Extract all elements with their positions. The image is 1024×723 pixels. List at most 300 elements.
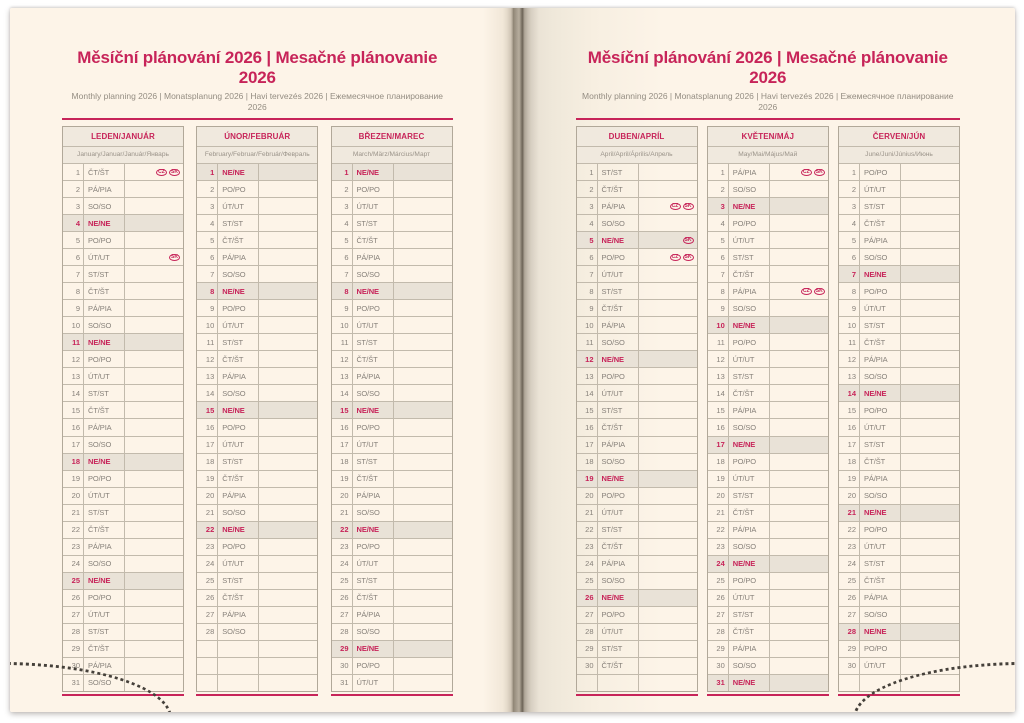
month-box	[331, 126, 453, 692]
day-row	[332, 487, 452, 504]
weekday-label: PO/PO	[84, 232, 125, 248]
date-number: 10	[577, 317, 598, 333]
date-number: 27	[839, 607, 860, 623]
weekday-label: ÚT/UT	[729, 471, 770, 487]
weekday-label: ST/ST	[218, 334, 259, 350]
note-cell	[394, 300, 452, 316]
date-number: 26	[708, 590, 729, 606]
weekday-label: SO/SO	[729, 300, 770, 316]
date-number: 18	[63, 454, 84, 470]
date-number: 29	[63, 641, 84, 657]
day-row	[332, 453, 452, 470]
date-number: 19	[332, 471, 353, 487]
note-cell	[394, 334, 452, 350]
weekday-label: ÚT/UT	[84, 607, 125, 623]
weekday-label: ST/ST	[860, 317, 901, 333]
date-number: 2	[63, 181, 84, 197]
day-row	[63, 418, 183, 435]
weekday-label: NE/NE	[353, 164, 394, 180]
note-cell	[901, 317, 959, 333]
date-number: 11	[708, 334, 729, 350]
weekday-label: PÁ/PIA	[598, 556, 639, 572]
date-number: 2	[332, 181, 353, 197]
note-cell	[394, 164, 452, 180]
day-row	[577, 265, 697, 282]
date-number	[197, 641, 218, 657]
date-number: 26	[839, 590, 860, 606]
weekday-label: SO/SO	[598, 454, 639, 470]
date-number: 4	[839, 215, 860, 231]
note-cell	[639, 300, 697, 316]
day-row	[197, 316, 317, 333]
weekday-label: PO/PO	[860, 522, 901, 538]
day-row	[839, 180, 959, 197]
weekday-label: NE/NE	[353, 522, 394, 538]
day-row	[577, 470, 697, 487]
weekday-label: ČT/ŠT	[353, 351, 394, 367]
day-row	[332, 350, 452, 367]
day-row	[839, 453, 959, 470]
date-number: 29	[332, 641, 353, 657]
note-cell	[770, 385, 828, 401]
weekday-label: ST/ST	[729, 607, 770, 623]
day-row	[332, 384, 452, 401]
day-row	[197, 623, 317, 640]
weekday-label: SO/SO	[84, 556, 125, 572]
note-cell	[125, 215, 183, 231]
date-number: 9	[839, 300, 860, 316]
date-number: 4	[197, 215, 218, 231]
date-number: 6	[332, 249, 353, 265]
month-table	[331, 126, 453, 696]
weekday-label: PÁ/PIA	[218, 607, 259, 623]
note-cell	[394, 539, 452, 555]
weekday-label: PO/PO	[353, 658, 394, 674]
holiday-badge-sk: SK	[814, 288, 825, 295]
weekday-label: ÚT/UT	[729, 351, 770, 367]
note-cell	[770, 164, 828, 180]
day-row	[63, 401, 183, 418]
weekday-label: ST/ST	[84, 385, 125, 401]
note-cell	[394, 437, 452, 453]
day-row	[197, 299, 317, 316]
weekday-label: ÚT/UT	[598, 385, 639, 401]
note-cell	[901, 607, 959, 623]
date-number: 21	[197, 505, 218, 521]
weekday-label: NE/NE	[84, 454, 125, 470]
weekday-label: SO/SO	[729, 181, 770, 197]
note-cell	[901, 300, 959, 316]
day-row	[577, 350, 697, 367]
date-number: 17	[839, 437, 860, 453]
day-row	[197, 265, 317, 282]
date-number: 15	[577, 402, 598, 418]
day-row	[577, 521, 697, 538]
weekday-label: ÚT/UT	[729, 590, 770, 606]
note-cell	[125, 505, 183, 521]
day-row	[332, 197, 452, 214]
note-cell	[125, 283, 183, 299]
note-cell	[770, 607, 828, 623]
day-row	[708, 180, 828, 197]
note-cell	[259, 471, 317, 487]
weekday-label: ČT/ŠT	[218, 471, 259, 487]
note-cell	[770, 317, 828, 333]
day-row	[63, 333, 183, 350]
note-cell	[639, 590, 697, 606]
date-number: 31	[63, 675, 84, 691]
note-cell	[259, 232, 317, 248]
holiday-badge-sk: SK	[683, 237, 694, 244]
note-cell	[394, 215, 452, 231]
date-number	[197, 658, 218, 674]
table-underline	[838, 694, 960, 696]
weekday-label: ČT/ŠT	[218, 232, 259, 248]
note-cell	[901, 215, 959, 231]
date-number: 13	[197, 368, 218, 384]
note-cell	[125, 385, 183, 401]
date-number: 13	[708, 368, 729, 384]
note-cell	[639, 215, 697, 231]
day-row	[332, 674, 452, 691]
day-row	[708, 555, 828, 572]
date-number: 25	[839, 573, 860, 589]
holiday-badge-cz: CZ	[801, 169, 812, 176]
note-cell	[639, 198, 697, 214]
note-cell	[901, 488, 959, 504]
holiday-badge-cz: CZ	[670, 203, 681, 210]
date-number	[197, 675, 218, 691]
weekday-label: ČT/ŠT	[84, 283, 125, 299]
note-cell	[639, 368, 697, 384]
weekday-label: PÁ/PIA	[218, 249, 259, 265]
date-number: 13	[839, 368, 860, 384]
date-number: 16	[577, 419, 598, 435]
weekday-label: PÁ/PIA	[729, 164, 770, 180]
day-row	[577, 231, 697, 248]
weekday-label: NE/NE	[729, 317, 770, 333]
weekday-label: NE/NE	[860, 505, 901, 521]
day-row	[708, 487, 828, 504]
month-days	[332, 164, 452, 691]
note-cell	[394, 488, 452, 504]
day-row	[197, 538, 317, 555]
date-number: 12	[197, 351, 218, 367]
note-cell	[770, 266, 828, 282]
note-cell	[259, 215, 317, 231]
note-cell	[901, 351, 959, 367]
note-cell	[639, 471, 697, 487]
day-row	[577, 436, 697, 453]
day-row	[708, 623, 828, 640]
date-number: 7	[577, 266, 598, 282]
weekday-label: PO/PO	[729, 454, 770, 470]
weekday-label: SO/SO	[860, 249, 901, 265]
day-row	[577, 316, 697, 333]
note-cell	[394, 675, 452, 691]
note-cell	[639, 437, 697, 453]
empty-day-row	[577, 674, 697, 691]
date-number: 3	[332, 198, 353, 214]
weekday-label: PO/PO	[353, 539, 394, 555]
weekday-label	[598, 675, 639, 691]
note-cell	[394, 266, 452, 282]
note-cell	[770, 402, 828, 418]
date-number: 10	[708, 317, 729, 333]
day-row	[708, 316, 828, 333]
note-cell	[259, 334, 317, 350]
weekday-label: ČT/ŠT	[729, 266, 770, 282]
weekday-label: ÚT/UT	[860, 300, 901, 316]
day-row	[63, 214, 183, 231]
month-box	[196, 126, 318, 692]
day-row	[332, 504, 452, 521]
date-number: 10	[332, 317, 353, 333]
date-number: 2	[197, 181, 218, 197]
day-row	[577, 538, 697, 555]
months-row	[62, 126, 453, 696]
weekday-label: ÚT/UT	[353, 556, 394, 572]
day-row	[577, 453, 697, 470]
date-number: 17	[197, 437, 218, 453]
note-cell	[770, 641, 828, 657]
note-cell	[125, 334, 183, 350]
date-number: 24	[332, 556, 353, 572]
weekday-label: ÚT/UT	[353, 317, 394, 333]
note-cell	[394, 624, 452, 640]
month-box	[707, 126, 829, 692]
note-cell	[901, 454, 959, 470]
day-row	[708, 674, 828, 691]
day-row	[708, 214, 828, 231]
note-cell	[639, 607, 697, 623]
weekday-label: NE/NE	[218, 283, 259, 299]
date-number: 20	[708, 488, 729, 504]
weekday-label: ČT/ŠT	[84, 641, 125, 657]
day-row	[577, 606, 697, 623]
weekday-label: ČT/ŠT	[84, 402, 125, 418]
day-row	[197, 453, 317, 470]
day-row	[839, 538, 959, 555]
note-cell	[770, 300, 828, 316]
weekday-label: PÁ/PIA	[598, 317, 639, 333]
weekday-label: ÚT/UT	[218, 317, 259, 333]
note-cell	[259, 249, 317, 265]
note-cell	[125, 402, 183, 418]
note-cell	[770, 590, 828, 606]
weekday-label: PO/PO	[860, 164, 901, 180]
note-cell	[901, 675, 959, 691]
day-row	[332, 436, 452, 453]
date-number: 19	[708, 471, 729, 487]
note-cell	[394, 283, 452, 299]
weekday-label: ÚT/UT	[84, 368, 125, 384]
note-cell	[901, 539, 959, 555]
day-row	[332, 418, 452, 435]
note-cell	[770, 471, 828, 487]
day-row	[839, 572, 959, 589]
day-row	[839, 316, 959, 333]
note-cell	[770, 283, 828, 299]
note-cell	[770, 522, 828, 538]
month-table	[576, 126, 698, 696]
date-number: 18	[708, 454, 729, 470]
day-row	[839, 623, 959, 640]
day-row	[577, 657, 697, 674]
date-number: 7	[332, 266, 353, 282]
weekday-label: ST/ST	[598, 402, 639, 418]
day-row	[839, 214, 959, 231]
note-cell	[901, 505, 959, 521]
day-row	[332, 606, 452, 623]
day-row	[63, 282, 183, 299]
weekday-label: PO/PO	[353, 419, 394, 435]
note-cell	[259, 198, 317, 214]
weekday-label	[218, 641, 259, 657]
note-cell	[125, 351, 183, 367]
date-number: 30	[577, 658, 598, 674]
weekday-label: PÁ/PIA	[860, 232, 901, 248]
date-number: 11	[577, 334, 598, 350]
weekday-label: ÚT/UT	[218, 198, 259, 214]
page-title: Měsíční plánování 2026 | Mesačné plánovanie 2026	[77, 48, 438, 87]
day-row	[708, 333, 828, 350]
date-number: 22	[577, 522, 598, 538]
date-number: 25	[332, 573, 353, 589]
holiday-badge-cz: CZ	[670, 254, 681, 261]
day-row	[708, 299, 828, 316]
day-row	[577, 418, 697, 435]
date-number: 15	[63, 402, 84, 418]
note-cell	[639, 351, 697, 367]
weekday-label: SO/SO	[353, 505, 394, 521]
note-cell	[259, 675, 317, 691]
weekday-label: ÚT/UT	[598, 505, 639, 521]
date-number: 5	[332, 232, 353, 248]
note-cell	[639, 624, 697, 640]
date-number: 16	[197, 419, 218, 435]
date-number: 12	[577, 351, 598, 367]
day-row	[332, 333, 452, 350]
weekday-label: ÚT/UT	[84, 249, 125, 265]
day-row	[63, 231, 183, 248]
month-languages: June/Juni/Június/Июнь	[839, 147, 959, 164]
day-row	[63, 589, 183, 606]
weekday-label: ÚT/UT	[729, 232, 770, 248]
date-number: 20	[332, 488, 353, 504]
note-cell	[259, 300, 317, 316]
note-cell	[639, 488, 697, 504]
day-row	[63, 521, 183, 538]
month-title: BŘEZEN/MAREC	[332, 127, 452, 147]
day-row	[332, 231, 452, 248]
note-cell	[901, 590, 959, 606]
day-row	[839, 470, 959, 487]
day-row	[63, 657, 183, 674]
date-number: 23	[63, 539, 84, 555]
date-number: 11	[63, 334, 84, 350]
weekday-label: PO/PO	[84, 590, 125, 606]
note-cell	[394, 505, 452, 521]
weekday-label: PÁ/PIA	[84, 419, 125, 435]
date-number: 27	[708, 607, 729, 623]
day-row	[332, 265, 452, 282]
day-row	[839, 606, 959, 623]
weekday-label: PÁ/PIA	[860, 471, 901, 487]
weekday-label: ÚT/UT	[353, 198, 394, 214]
date-number: 10	[839, 317, 860, 333]
date-number: 25	[708, 573, 729, 589]
date-number: 11	[197, 334, 218, 350]
day-row	[332, 401, 452, 418]
day-row	[197, 350, 317, 367]
weekday-label: PO/PO	[729, 573, 770, 589]
holiday-badge-cz: CZ	[156, 169, 167, 176]
day-row	[63, 248, 183, 265]
date-number: 13	[332, 368, 353, 384]
note-cell	[125, 249, 183, 265]
day-row	[839, 231, 959, 248]
weekday-label: SO/SO	[218, 385, 259, 401]
weekday-label: SO/SO	[353, 266, 394, 282]
day-row	[63, 299, 183, 316]
weekday-label: PO/PO	[598, 368, 639, 384]
day-row	[197, 248, 317, 265]
date-number: 14	[332, 385, 353, 401]
date-number: 22	[839, 522, 860, 538]
weekday-label: PO/PO	[598, 249, 639, 265]
weekday-label: PÁ/PIA	[218, 488, 259, 504]
date-number: 16	[63, 419, 84, 435]
weekday-label: ST/ST	[598, 283, 639, 299]
month-title: LEDEN/JANUÁR	[63, 127, 183, 147]
note-cell	[259, 522, 317, 538]
day-row	[332, 657, 452, 674]
weekday-label: PÁ/PIA	[84, 539, 125, 555]
date-number: 13	[63, 368, 84, 384]
month-days	[708, 164, 828, 691]
note-cell	[770, 573, 828, 589]
weekday-label: NE/NE	[353, 283, 394, 299]
weekday-label: SO/SO	[84, 675, 125, 691]
month-languages: May/Mai/Május/Май	[708, 147, 828, 164]
weekday-label: ÚT/UT	[860, 181, 901, 197]
holiday-badge-cz: CZ	[801, 288, 812, 295]
day-row	[63, 470, 183, 487]
month-box	[838, 126, 960, 692]
note-cell	[259, 607, 317, 623]
weekday-label: SO/SO	[84, 198, 125, 214]
day-row	[197, 214, 317, 231]
day-row	[197, 470, 317, 487]
date-number: 4	[332, 215, 353, 231]
note-cell	[259, 437, 317, 453]
day-row	[63, 538, 183, 555]
weekday-label: ST/ST	[353, 215, 394, 231]
note-cell	[770, 624, 828, 640]
weekday-label: NE/NE	[729, 437, 770, 453]
weekday-label: NE/NE	[84, 334, 125, 350]
weekday-label: SO/SO	[729, 539, 770, 555]
note-cell	[639, 232, 697, 248]
date-number: 24	[839, 556, 860, 572]
date-number: 12	[839, 351, 860, 367]
note-cell	[125, 368, 183, 384]
note-cell	[125, 522, 183, 538]
day-row	[577, 180, 697, 197]
day-row	[708, 282, 828, 299]
weekday-label: PÁ/PIA	[218, 368, 259, 384]
